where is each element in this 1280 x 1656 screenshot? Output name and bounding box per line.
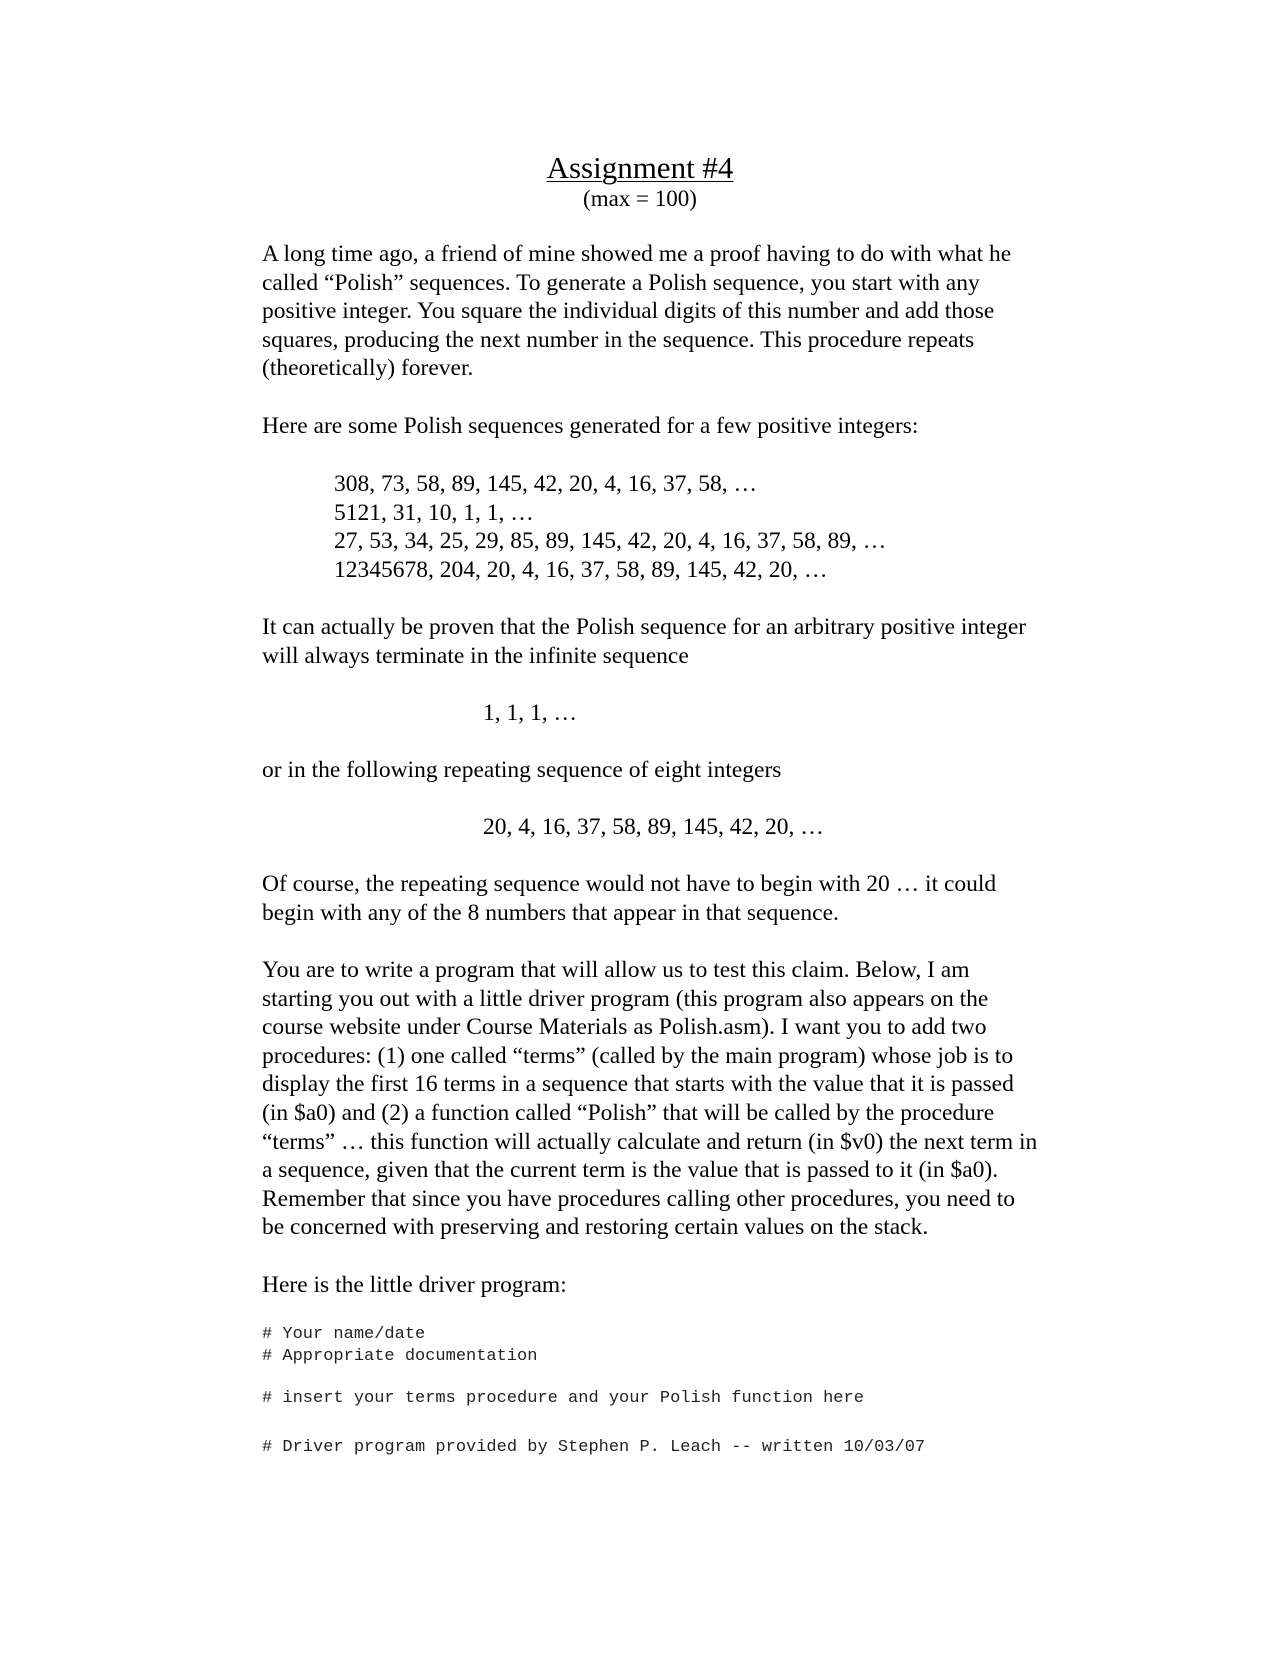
course-paragraph <box>262 870 1122 927</box>
code-driver-line: # Driver program provided by Stephen P. Leach -- written 10/03/07 <box>262 1438 926 1457</box>
task-line: “terms” … this function will actually calculate and return (in $v0) the next term in <box>262 1128 1038 1155</box>
code-line: # Your name/date <box>262 1325 426 1344</box>
example-sequence: 308, 73, 58, 89, 145, 42, 20, 4, 16, 37, 58, … <box>334 471 757 497</box>
intro-line: called “Polish” sequences. To generate a Polish sequence, you start with any <box>262 269 980 296</box>
intro-line: (theoretically) forever. <box>262 355 474 382</box>
claim-paragraph <box>262 613 1122 670</box>
sequence-ones: 1, 1, 1, … <box>483 700 577 726</box>
claim-line: will always terminate in the infinite sequence <box>262 642 689 669</box>
sequence-cycle: 20, 4, 16, 37, 58, 89, 145, 42, 20, … <box>483 814 824 840</box>
code-insert-line: # insert your terms procedure and your Polish function here <box>262 1389 864 1408</box>
title-block <box>0 150 1280 212</box>
task-line: You are to write a program that will allow us to test this claim. Below, I am <box>262 957 970 983</box>
task-line: (in $a0) and (2) a function called “Polish” that will be called by the procedure <box>262 1099 995 1126</box>
code-line: # Appropriate documentation <box>262 1346 538 1366</box>
example-sequence: 27, 53, 34, 25, 29, 85, 89, 145, 42, 20, 4, 16, 37, 58, 89, … <box>334 528 887 555</box>
page-subtitle: (max = 100) <box>583 186 697 211</box>
intro-line: positive integer. You square the individual digits of this number and add those <box>262 298 995 325</box>
task-line: display the first 16 terms in a sequence that starts with the value that it is passed <box>262 1071 1014 1098</box>
example-list <box>334 470 886 584</box>
course-line: Of course, the repeating sequence would not have to begin with 20 … it could <box>262 871 997 897</box>
intro-paragraph <box>262 240 1122 383</box>
example-sequence: 5121, 31, 10, 1, 1, … <box>334 499 534 526</box>
task-line: Remember that since you have procedures calling other procedures, you need to <box>262 1185 1016 1212</box>
or-paragraph: or in the following repeating sequence of eight integers <box>262 757 782 783</box>
intro-line: squares, producing the next number in the sequence. This procedure repeats <box>262 326 975 353</box>
task-line: starting you out with a little driver program (this program also appears on the <box>262 985 989 1012</box>
example-sequence: 12345678, 204, 20, 4, 16, 37, 58, 89, 145, 42, 20, … <box>334 556 828 583</box>
claim-line: It can actually be proven that the Polish sequence for an arbitrary positive integer <box>262 614 1027 640</box>
course-line: begin with any of the 8 numbers that appear in that sequence. <box>262 899 839 926</box>
task-line: be concerned with preserving and restoring certain values on the stack. <box>262 1214 929 1241</box>
page-title: Assignment #4 <box>546 150 734 185</box>
task-line: a sequence, given that the current term is the value that is passed to it (in $a0). <box>262 1157 999 1184</box>
examples-intro: Here are some Polish sequences generated for a few positive integers: <box>262 413 919 439</box>
driver-intro: Here is the little driver program: <box>262 1272 567 1298</box>
task-line: procedures: (1) one called “terms” (called by the main program) whose job is to <box>262 1042 1014 1069</box>
task-line: course website under Course Materials as Polish.asm). I want you to add two <box>262 1014 987 1041</box>
task-paragraph <box>262 956 1122 1242</box>
intro-line: A long time ago, a friend of mine showed me a proof having to do with what he <box>262 241 1012 267</box>
code-header-block <box>262 1324 537 1367</box>
